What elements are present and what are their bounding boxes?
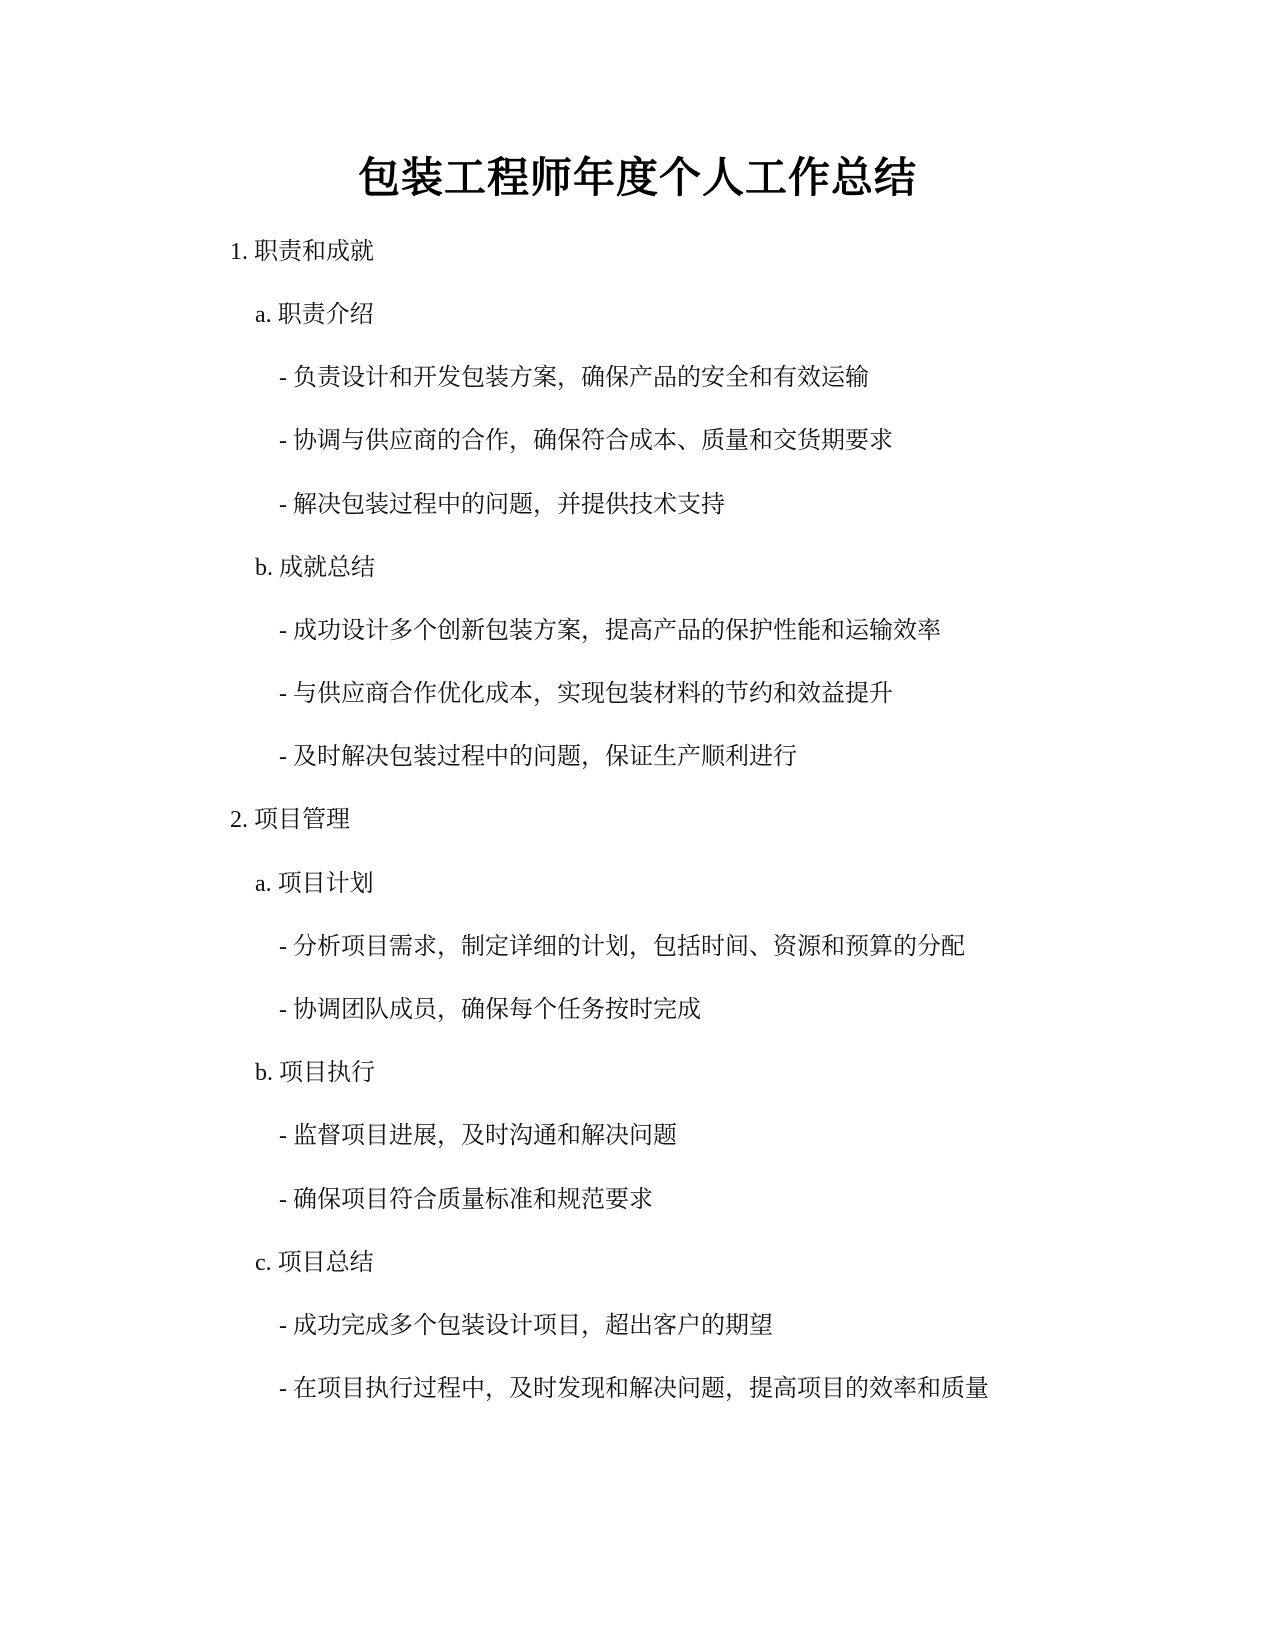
- document-title: 包装工程师年度个人工作总结: [357, 153, 917, 202]
- subsection-heading: c. 项目总结: [255, 1250, 374, 1276]
- bullet-item: - 与供应商合作优化成本，实现包装材料的节约和效益提升: [279, 681, 893, 707]
- subsection-heading: b. 成就总结: [255, 555, 375, 581]
- subsection-heading: b. 项目执行: [255, 1060, 375, 1086]
- bullet-item: - 负责设计和开发包装方案，确保产品的安全和有效运输: [279, 365, 869, 391]
- bullet-item: - 协调团队成员，确保每个任务按时完成: [279, 997, 701, 1023]
- section-heading: 1. 职责和成就: [230, 239, 374, 265]
- subsection-heading: a. 项目计划: [255, 871, 374, 897]
- bullet-item: - 确保项目符合质量标准和规范要求: [279, 1187, 653, 1213]
- bullet-item: - 解决包装过程中的问题，并提供技术支持: [279, 492, 725, 518]
- bullet-item: - 在项目执行过程中，及时发现和解决问题，提高项目的效率和质量: [279, 1376, 989, 1402]
- bullet-item: - 监督项目进展，及时沟通和解决问题: [279, 1123, 677, 1149]
- bullet-item: - 协调与供应商的合作，确保符合成本、质量和交货期要求: [279, 428, 893, 454]
- bullet-item: - 成功完成多个包装设计项目，超出客户的期望: [279, 1313, 773, 1339]
- section-heading: 2. 项目管理: [230, 807, 350, 833]
- bullet-item: - 成功设计多个创新包装方案，提高产品的保护性能和运输效率: [279, 618, 941, 644]
- bullet-item: - 分析项目需求，制定详细的计划，包括时间、资源和预算的分配: [279, 934, 965, 960]
- subsection-heading: a. 职责介绍: [255, 302, 374, 328]
- bullet-item: - 及时解决包装过程中的问题，保证生产顺利进行: [279, 744, 797, 770]
